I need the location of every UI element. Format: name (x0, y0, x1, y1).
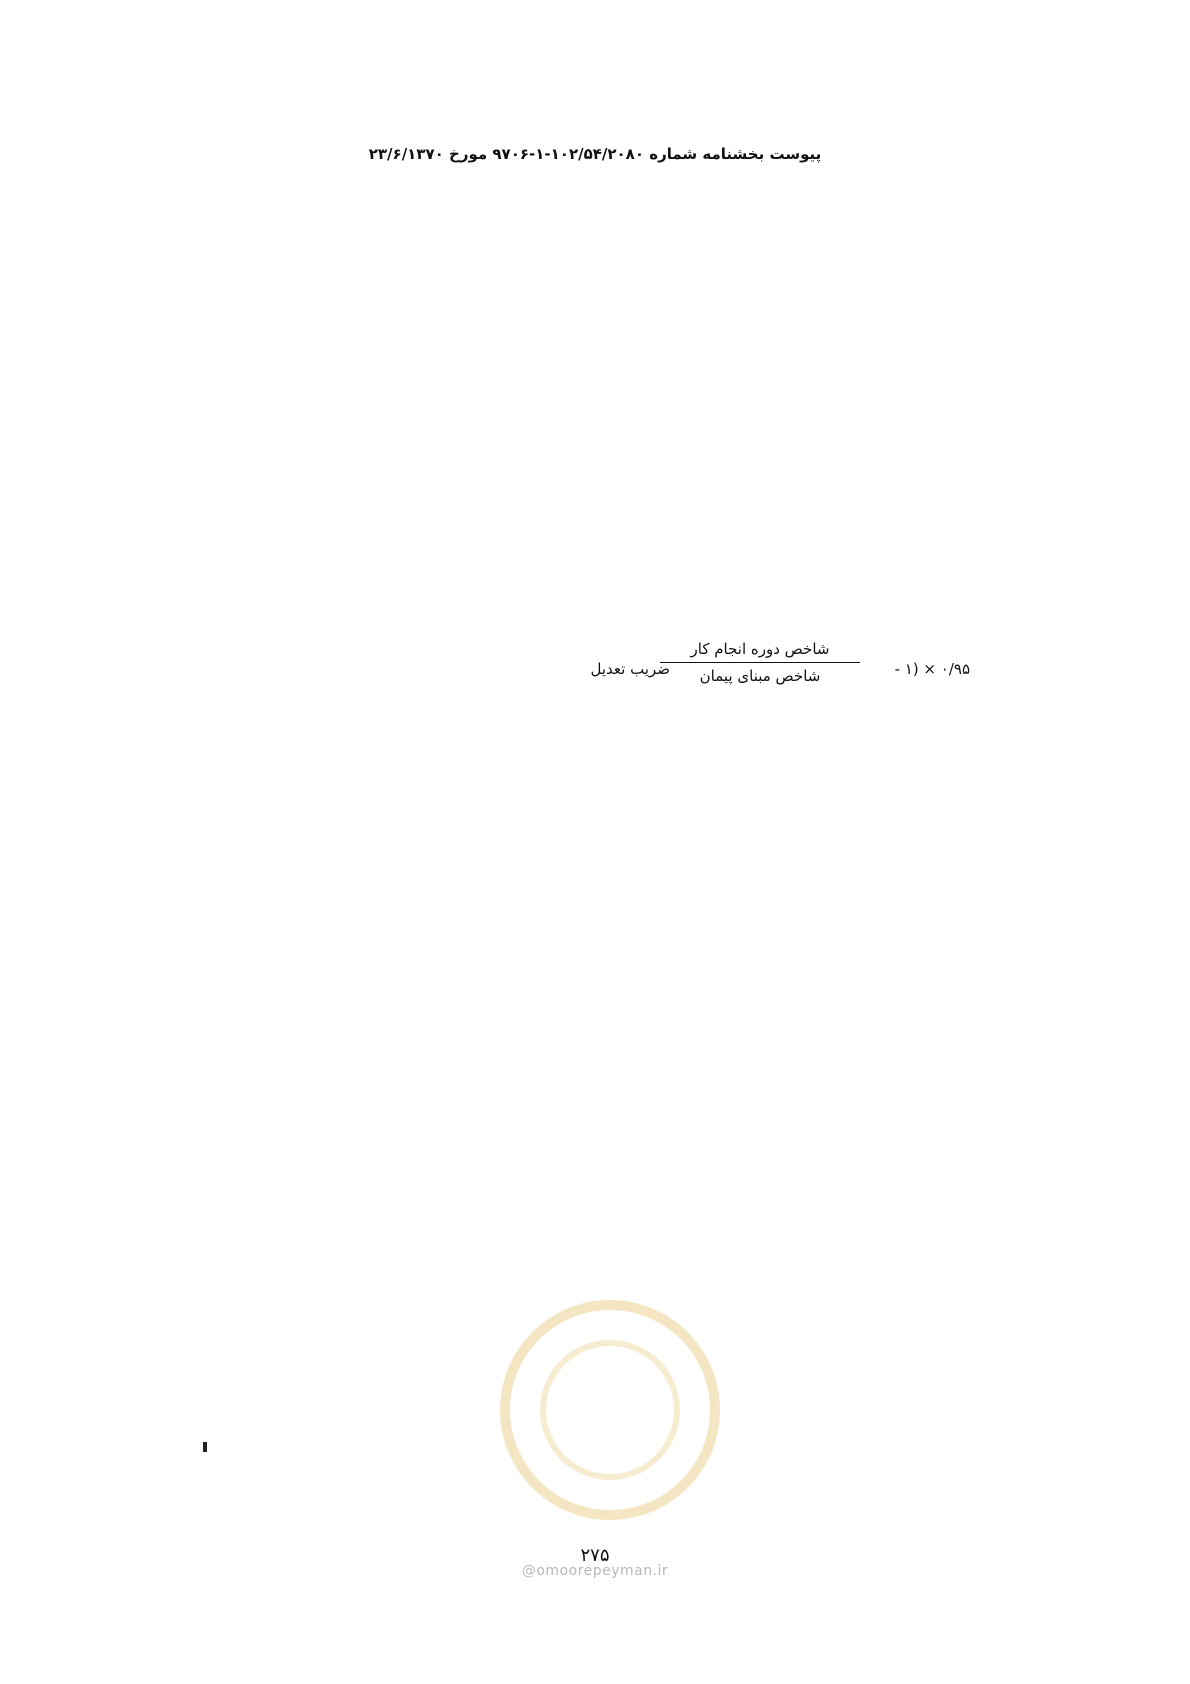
formula-tail: - ۱) × ۰/۹۵ (894, 660, 970, 678)
formula-label: ضریب تعدیل (590, 660, 670, 678)
formula-fraction (660, 640, 860, 685)
paragraph-group-top (180, 255, 970, 261)
formula-numerator: شاخص دوره انجام کار (660, 640, 860, 663)
watermark-site: @omoorepeyman.ir (521, 1563, 669, 1579)
page-number: ۲۷۵ (580, 1545, 610, 1566)
watermark-inner-ring (540, 1340, 680, 1480)
paragraph-group-bottom (180, 745, 970, 751)
stray-mark (203, 1442, 207, 1452)
adjustment-formula (0, 640, 1190, 710)
watermark-seal-icon (500, 1300, 720, 1520)
formula-denominator: شاخص مبنای پیمان (699, 667, 821, 685)
document-header: پیوست بخشنامه شماره ۱۰۲/۵۴/۲۰۸۰-۱-۹۷۰۶ مورخ ۲۳/۶/۱۳۷۰ (368, 145, 822, 163)
